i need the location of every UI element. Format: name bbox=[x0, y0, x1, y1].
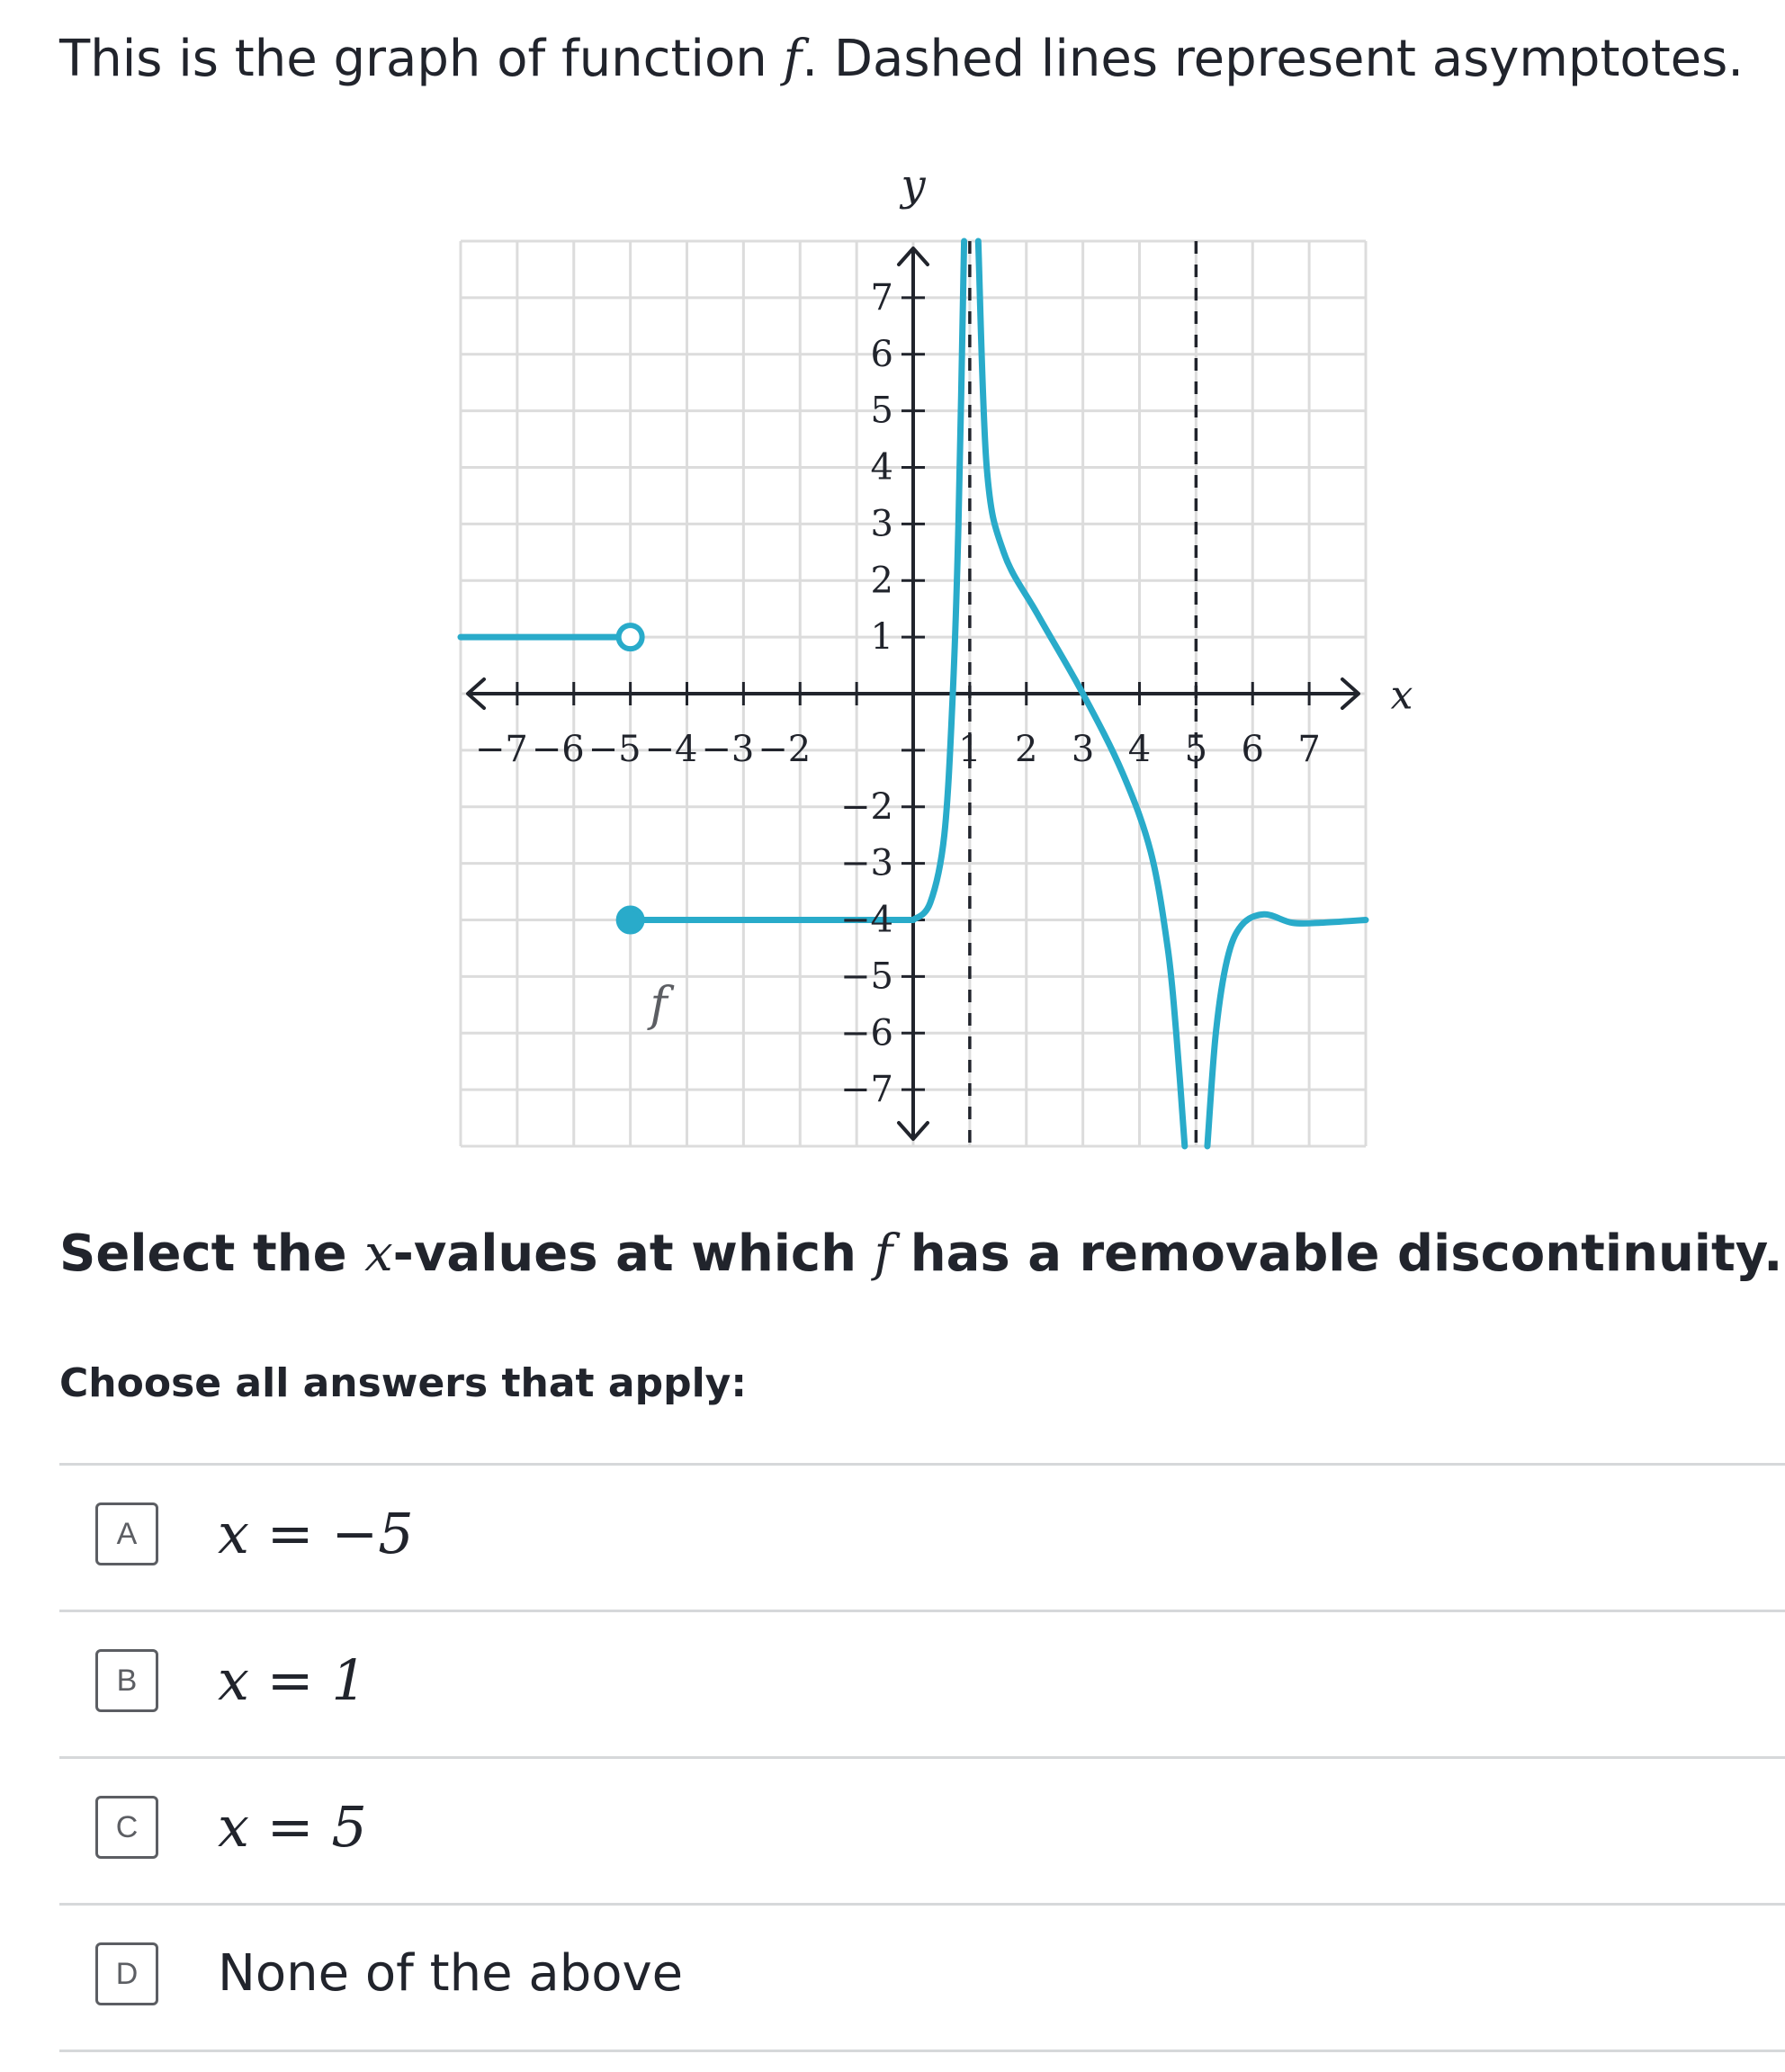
choice-c-checkbox[interactable]: C bbox=[95, 1796, 158, 1859]
y-tick-label: −3 bbox=[840, 842, 893, 884]
prompt-text-start: This is the graph of function bbox=[59, 30, 784, 88]
x-tick-label: −2 bbox=[758, 729, 812, 770]
x-tick-label: −4 bbox=[644, 729, 698, 770]
y-tick-label: −2 bbox=[840, 785, 893, 828]
choice-c-text: x = 5 bbox=[218, 1794, 367, 1860]
x-tick-label: −5 bbox=[588, 729, 641, 770]
open-point bbox=[619, 625, 642, 649]
instruction: Choose all answers that apply: bbox=[59, 1360, 747, 1406]
y-tick-label: 6 bbox=[870, 333, 893, 375]
function-symbol: f bbox=[783, 30, 803, 88]
choice-b-checkbox[interactable]: B bbox=[95, 1649, 158, 1712]
y-axis-label: y bbox=[901, 160, 926, 211]
curve-segment bbox=[1207, 914, 1366, 1146]
y-tick-label: −5 bbox=[840, 955, 893, 998]
function-graph bbox=[450, 153, 1440, 1188]
answer-choices bbox=[59, 1463, 1785, 2052]
question-text-middle: -values at which bbox=[392, 1224, 875, 1283]
y-tick-label: 5 bbox=[870, 390, 893, 432]
choice-b[interactable] bbox=[59, 1610, 1785, 1756]
choice-d-checkbox[interactable]: D bbox=[95, 1942, 158, 2005]
x-tick-label: 1 bbox=[958, 729, 982, 770]
question-text-end: has a removable discontinuity. bbox=[892, 1224, 1783, 1283]
choice-a-checkbox[interactable]: A bbox=[95, 1502, 158, 1565]
y-tick-label: 2 bbox=[870, 560, 893, 602]
x-tick-label: 3 bbox=[1071, 729, 1095, 770]
x-axis-label: x bbox=[1390, 672, 1413, 719]
choice-c[interactable] bbox=[59, 1756, 1785, 1903]
y-tick-label: −6 bbox=[840, 1012, 893, 1054]
x-tick-label: 5 bbox=[1184, 729, 1208, 770]
x-tick-label: 4 bbox=[1127, 729, 1152, 770]
x-tick-label: −6 bbox=[531, 729, 585, 770]
x-tick-label: 6 bbox=[1241, 729, 1264, 770]
x-tick-label: 7 bbox=[1297, 729, 1321, 770]
y-tick-label: −7 bbox=[840, 1069, 893, 1111]
x-variable: x bbox=[364, 1224, 393, 1283]
y-tick-label: 4 bbox=[870, 446, 893, 489]
x-tick-label: −3 bbox=[701, 729, 755, 770]
question-text-start: Select the bbox=[59, 1224, 365, 1283]
y-tick-label: −4 bbox=[840, 899, 893, 941]
choice-a[interactable] bbox=[59, 1463, 1785, 1610]
choice-a-text: x = −5 bbox=[218, 1501, 414, 1566]
question bbox=[59, 1220, 1782, 1288]
choice-d[interactable] bbox=[59, 1903, 1785, 2052]
prompt bbox=[59, 25, 1744, 94]
y-tick-label: 3 bbox=[870, 503, 893, 545]
closed-point bbox=[619, 909, 642, 932]
x-tick-label: −7 bbox=[474, 729, 528, 770]
choice-d-text: None of the above bbox=[218, 1944, 684, 2003]
function-symbol-question: f bbox=[874, 1224, 893, 1283]
x-tick-label: 2 bbox=[1015, 729, 1038, 770]
y-tick-label: 1 bbox=[870, 616, 893, 659]
choice-b-text: x = 1 bbox=[218, 1647, 367, 1713]
function-label: f bbox=[650, 977, 668, 1032]
y-tick-label: 7 bbox=[870, 276, 893, 318]
prompt-text-end: . Dashed lines represent asymptotes. bbox=[802, 30, 1745, 88]
axes bbox=[468, 248, 1359, 1139]
